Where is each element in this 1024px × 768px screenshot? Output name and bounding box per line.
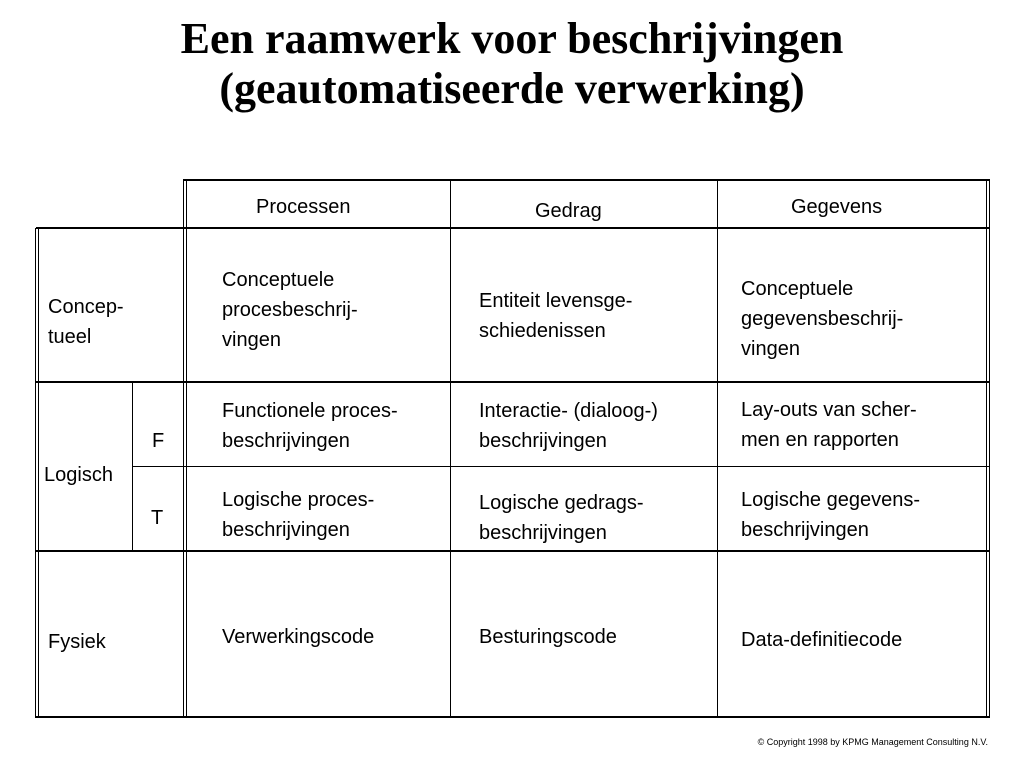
cell-conceptueel-gedrag <box>479 286 632 346</box>
row-label-conceptueel <box>48 292 124 352</box>
cell-logisch-t-processen <box>222 485 374 545</box>
cell-line: beschrijvingen <box>741 519 869 541</box>
cell-line: Logische gegevens- <box>741 489 921 511</box>
cell-logisch-f-gedrag <box>479 396 658 456</box>
row-label-fysiek: Fysiek <box>48 631 106 653</box>
cell-line: schiedenissen <box>479 320 606 342</box>
row-divider-2 <box>36 550 990 552</box>
cell-line: beschrijvingen <box>479 430 607 452</box>
cell-fysiek-processen: Verwerkingscode <box>222 626 375 648</box>
cell-conceptueel-gegevens <box>741 274 903 364</box>
col-divider-2 <box>717 179 718 718</box>
cell-line: Functionele proces- <box>222 400 398 422</box>
right-edge-line <box>986 179 990 718</box>
cell-line: Lay-outs van scher- <box>741 399 917 421</box>
cell-line: Interactie- (dialoog-) <box>479 400 658 422</box>
row-sublabel-t: T <box>151 507 164 529</box>
column-header-gedrag: Gedrag <box>535 200 602 222</box>
title-line-1: Een raamwerk voor beschrijvingen <box>180 14 844 63</box>
cell-line: vingen <box>741 338 800 360</box>
cell-line: Conceptuele <box>741 278 854 300</box>
header-top-line <box>184 179 990 181</box>
col-divider-1 <box>450 179 451 718</box>
cell-line: procesbeschrij- <box>222 299 358 321</box>
cell-logisch-f-gegevens <box>741 395 917 455</box>
row-divider-ft <box>133 466 990 467</box>
cell-line: Logische proces- <box>222 489 375 511</box>
cell-line: beschrijvingen <box>479 522 607 544</box>
cell-logisch-t-gedrag <box>479 488 644 548</box>
row-sublabel-f: F <box>152 430 165 452</box>
cell-logisch-t-gegevens <box>741 485 920 545</box>
slide-title <box>0 14 1024 114</box>
cell-line: Conceptuele <box>222 269 335 291</box>
cell-line: Logische gedrags- <box>479 492 644 514</box>
cell-line: Entiteit levensge- <box>479 290 633 312</box>
row-label-divider <box>183 179 187 718</box>
row-label-logisch: Logisch <box>44 464 113 486</box>
row-divider-1 <box>36 381 990 383</box>
title-line-2: (geautomatiseerde verwerking) <box>219 64 805 113</box>
column-header-gegevens: Gegevens <box>791 196 883 218</box>
cell-fysiek-gedrag: Besturingscode <box>479 626 617 648</box>
row-label-conceptueel-line-2: tueel <box>48 326 92 348</box>
cell-line: gegevensbeschrij- <box>741 308 904 330</box>
cell-fysiek-gegevens: Data-definitiecode <box>741 629 903 651</box>
left-edge-line <box>35 228 39 718</box>
cell-line: vingen <box>222 329 281 351</box>
copyright-notice: © Copyright 1998 by KPMG Management Consulting N.V. <box>757 737 988 747</box>
cell-conceptueel-processen <box>222 265 358 355</box>
row-label-conceptueel-line-1: Concep- <box>48 296 124 318</box>
cell-line: beschrijvingen <box>222 430 350 452</box>
cell-line: men en rapporten <box>741 429 899 451</box>
cell-line: beschrijvingen <box>222 519 350 541</box>
header-bottom-line <box>36 227 990 229</box>
ft-divider <box>132 382 133 552</box>
column-header-processen: Processen <box>256 196 351 218</box>
table-bottom-line <box>36 716 990 718</box>
cell-logisch-f-processen <box>222 396 398 456</box>
